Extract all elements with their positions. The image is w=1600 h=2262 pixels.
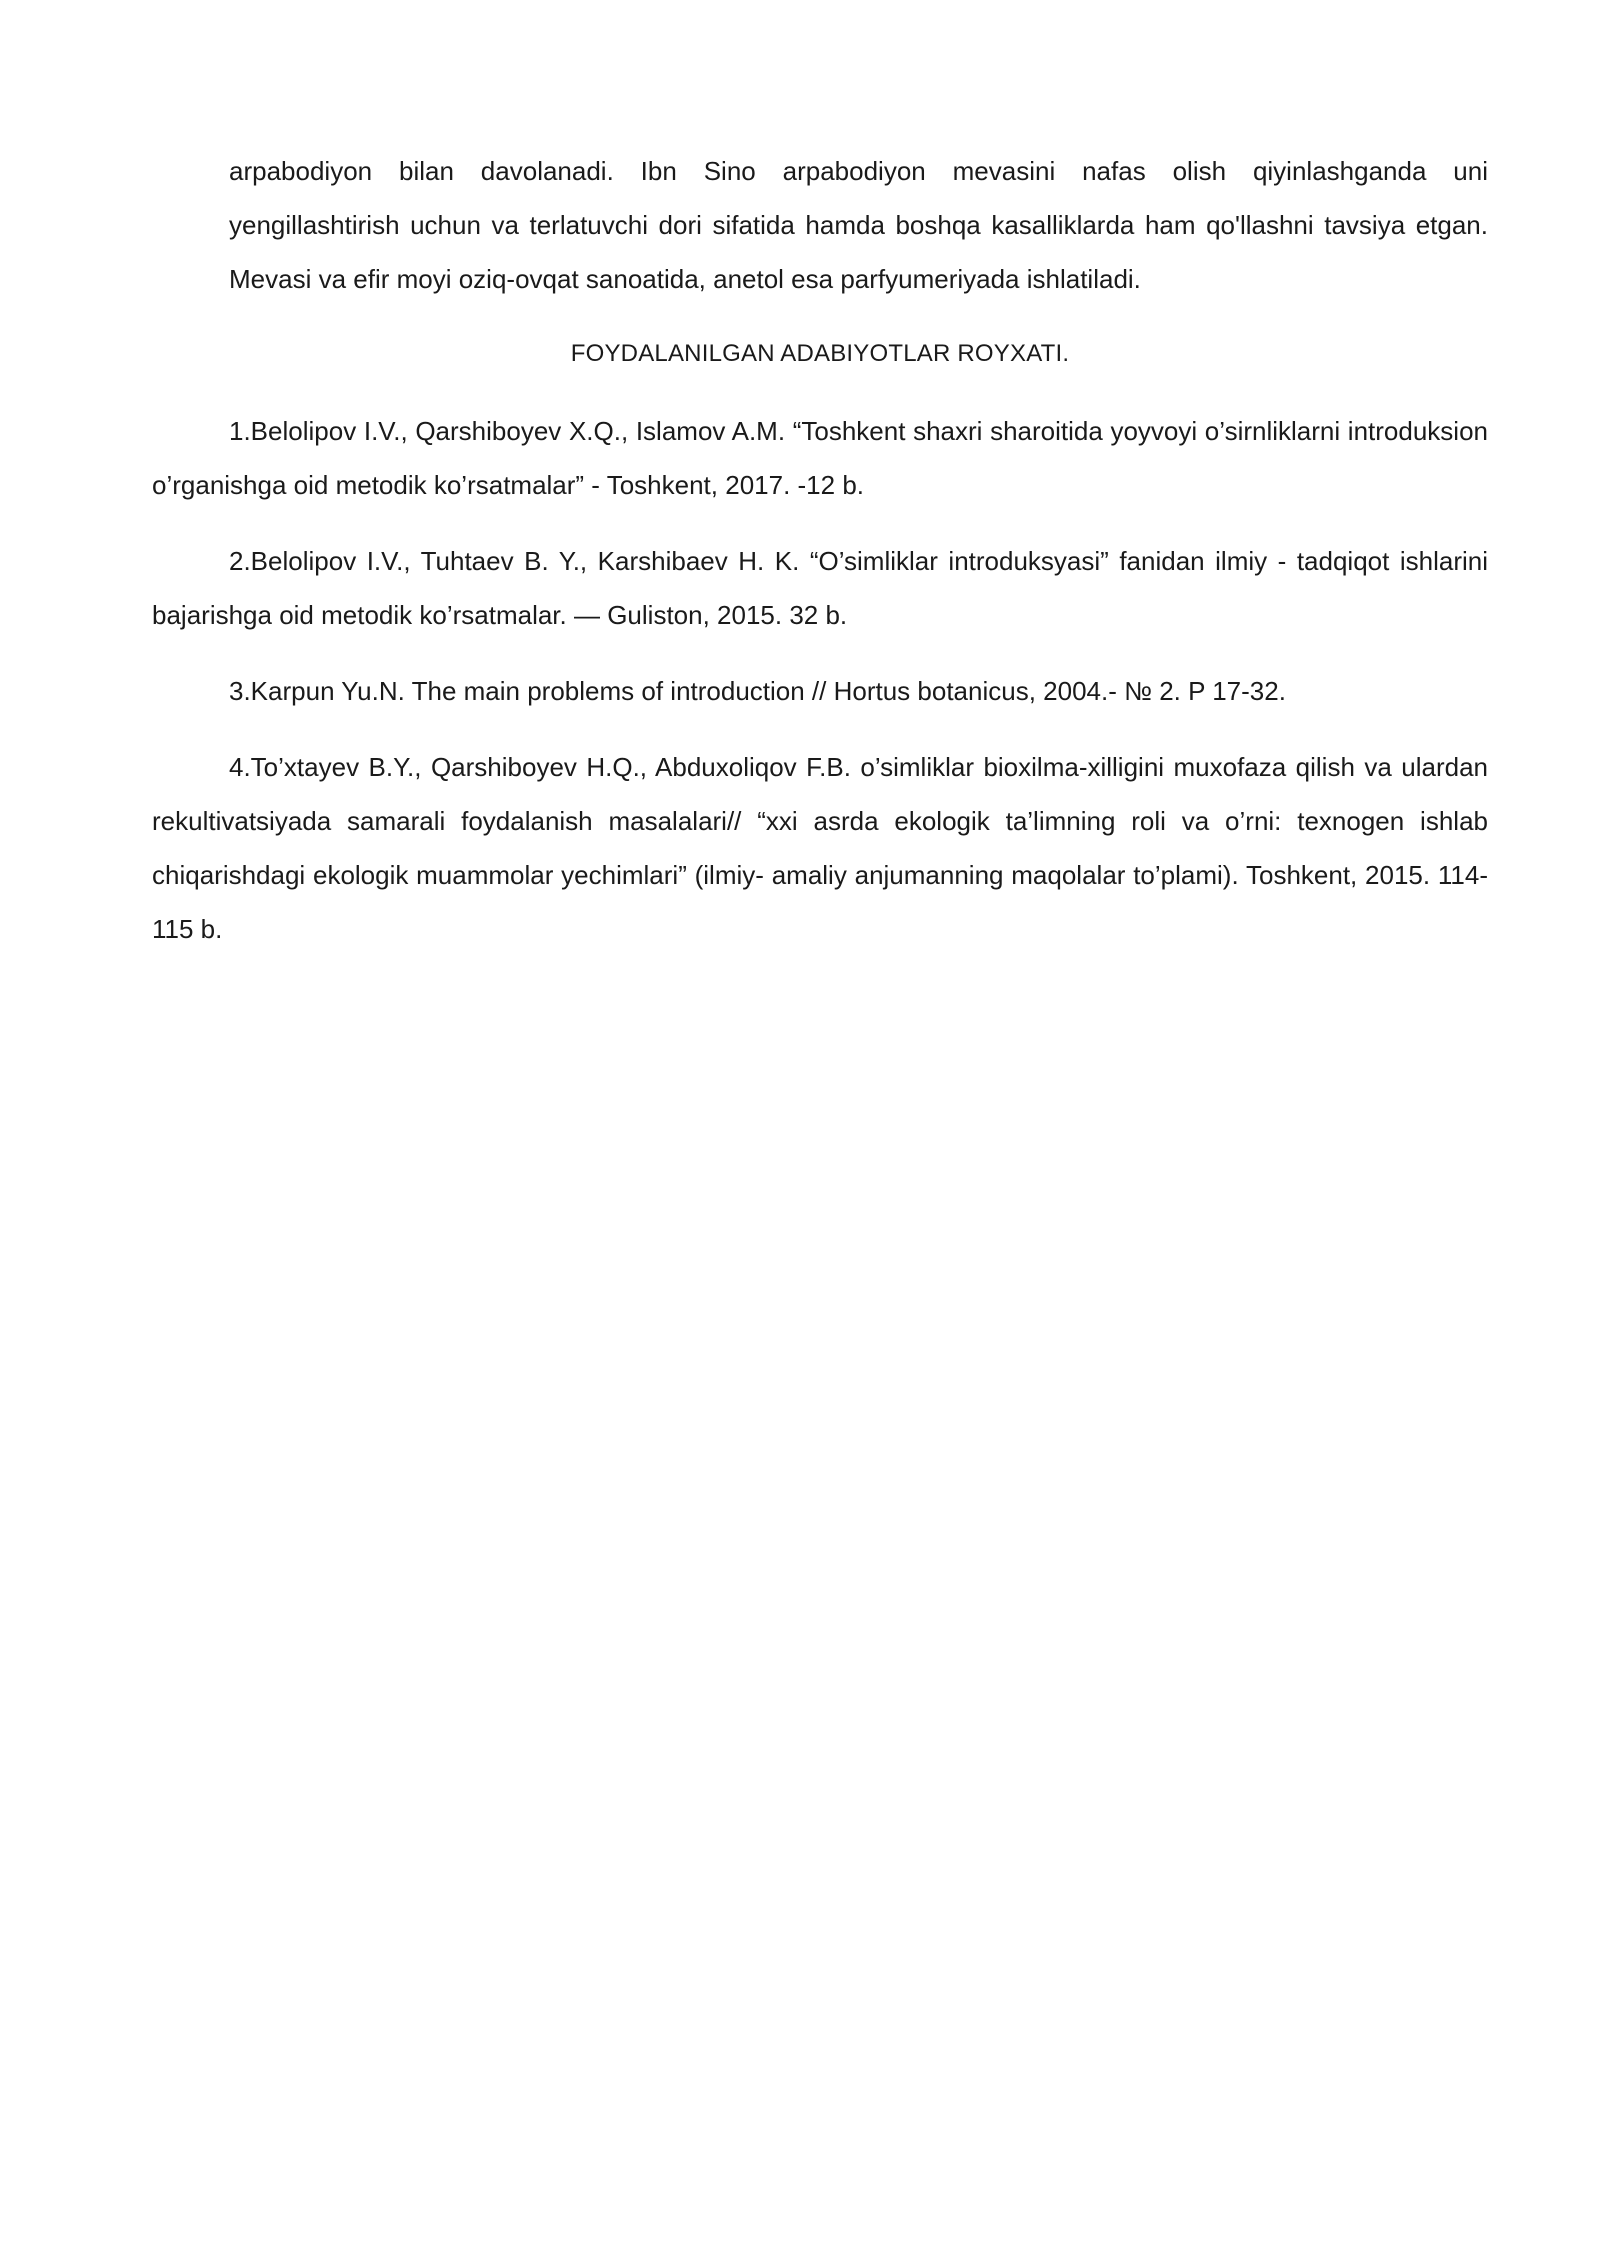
references-list <box>152 404 1488 978</box>
intro-paragraph <box>229 144 1488 306</box>
intro-line: yengillashtirish uchun va terlatuvchi dori sifatida hamda boshqa kasalliklarda ham qo'llashni tavsiya etgan. <box>229 210 1488 240</box>
reference-item: 2.Belolipov I.V., Tuhtaev B. Y., Karshibaev H. K. “O’simliklar introduksyasi” fanidan ilmiy - tadqiqot ishlarini bajarishga oid metodik ko’rsatmalar. — Guliston, 2015. 32 b. <box>152 546 1488 630</box>
intro-line: arpabodiyon bilan davolanadi. Ibn Sino arpabodiyon mevasini nafas olish qiyinlashganda uni <box>229 156 1488 186</box>
reference-item: 3.Karpun Yu.N. The main problems of introduction // Hortus botanicus, 2004.- № 2. P 17-32. <box>229 676 1286 706</box>
reference-item: 4.To’xtayev B.Y., Qarshiboyev H.Q., Abduxoliqov F.B. o’simliklar bioxilma-xilligini muxofaza qilish va ulardan rekultivatsiyada samarali foydalanish masalalari// “xxi asrda ekologik ta’limning roli va o’rni: texnogen ishlab chiqarishdagi ekologik muammolar yechimlari” (ilmiy- amaliy anjumanning maqolalar to’plami). Toshkent, 2015. 114-115 b. <box>152 752 1488 944</box>
references-heading: FOYDALANILGAN ADABIYOTLAR ROYXATI. <box>570 340 1070 367</box>
intro-line: Mevasi va efir moyi oziq-ovqat sanoatida, anetol esa parfyumeriyada ishlatiladi. <box>229 264 1141 294</box>
reference-item: 1.Belolipov I.V., Qarshiboyev X.Q., Islamov A.M. “Toshkent shaxri sharoitida yoyvoyi o’sirnliklarni introduksion o’rganishga oid metodik ko’rsatmalar” - Toshkent, 2017. -12 b. <box>152 416 1488 500</box>
